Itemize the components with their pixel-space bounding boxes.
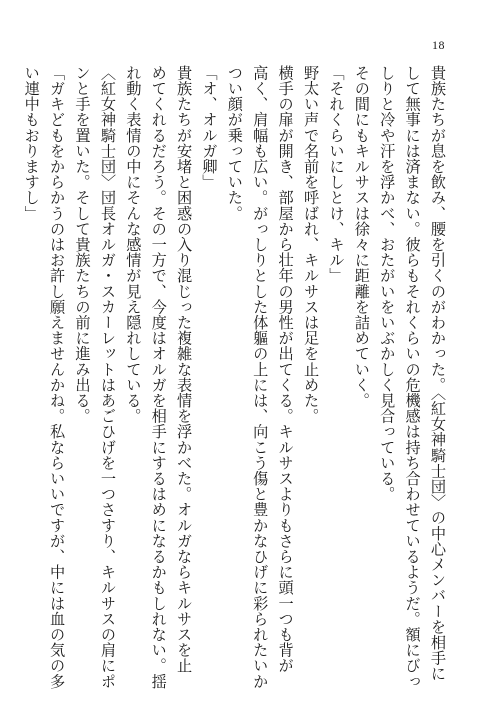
text-line: 「それくらいにしとけ、キル」 — [327, 65, 346, 284]
text-line: ンと手を置いた。そして貴族たちの前に進み出る。 — [73, 65, 92, 424]
text-line: つい顔が乗っていた。 — [225, 65, 244, 221]
text-line: い連中もおりますし」 — [22, 65, 41, 221]
text-line: 貴族たちが息を飲み、腰を引くのがわかった。〈紅女神騎士団〉の中心メンバーを相手に — [429, 65, 447, 682]
text-line: して無事には済まない。彼らもそれくらいの危機感は持ち合わせているようだ。額にびっ — [403, 65, 422, 689]
text-line: 野太い声で名前を呼ばれ、キルサスは足を止めた。 — [302, 65, 321, 424]
text-line: 「オ、オルガ卿」 — [200, 65, 219, 190]
text-line: 横手の扉が開き、部屋から壮年の男性が出てくる。キルサスよりもさらに頭一つも背が — [276, 65, 295, 674]
text-line: 貴族たちが安堵と困惑の入り混じった複雑な表情を浮かべた。オルガならキルサスを止 — [175, 65, 194, 674]
text-line: 「ガキどもをからかうのはお許し願えませんかね。私ならいいですが、中には血の気の多 — [48, 65, 67, 689]
vertical-text-body — [22, 65, 447, 689]
page-number: 18 — [432, 38, 445, 52]
text-line: しりと冷や汗を浮かべ、おたがいをいぶかしく見合っている。 — [378, 65, 397, 502]
text-line: めてくれるだろう。その一方で、今度はオルガを相手にするはめになるかもしれない。揺 — [149, 65, 168, 689]
text-line: その間にもキルサスは徐々に距離を詰めていく。 — [352, 65, 371, 409]
text-line: れ動く表情の中にそんな感情が見え隠れしている。 — [124, 65, 143, 424]
text-line: 〈紅女神騎士団〉団長オルガ・スカーレットはあごひげを一つさすり、キルサスの肩にポ — [98, 65, 117, 689]
text-line: 高く、肩幅も広い。がっしりとした体軀の上には、向こう傷と豊かなひげに彩られたいか — [251, 65, 270, 689]
